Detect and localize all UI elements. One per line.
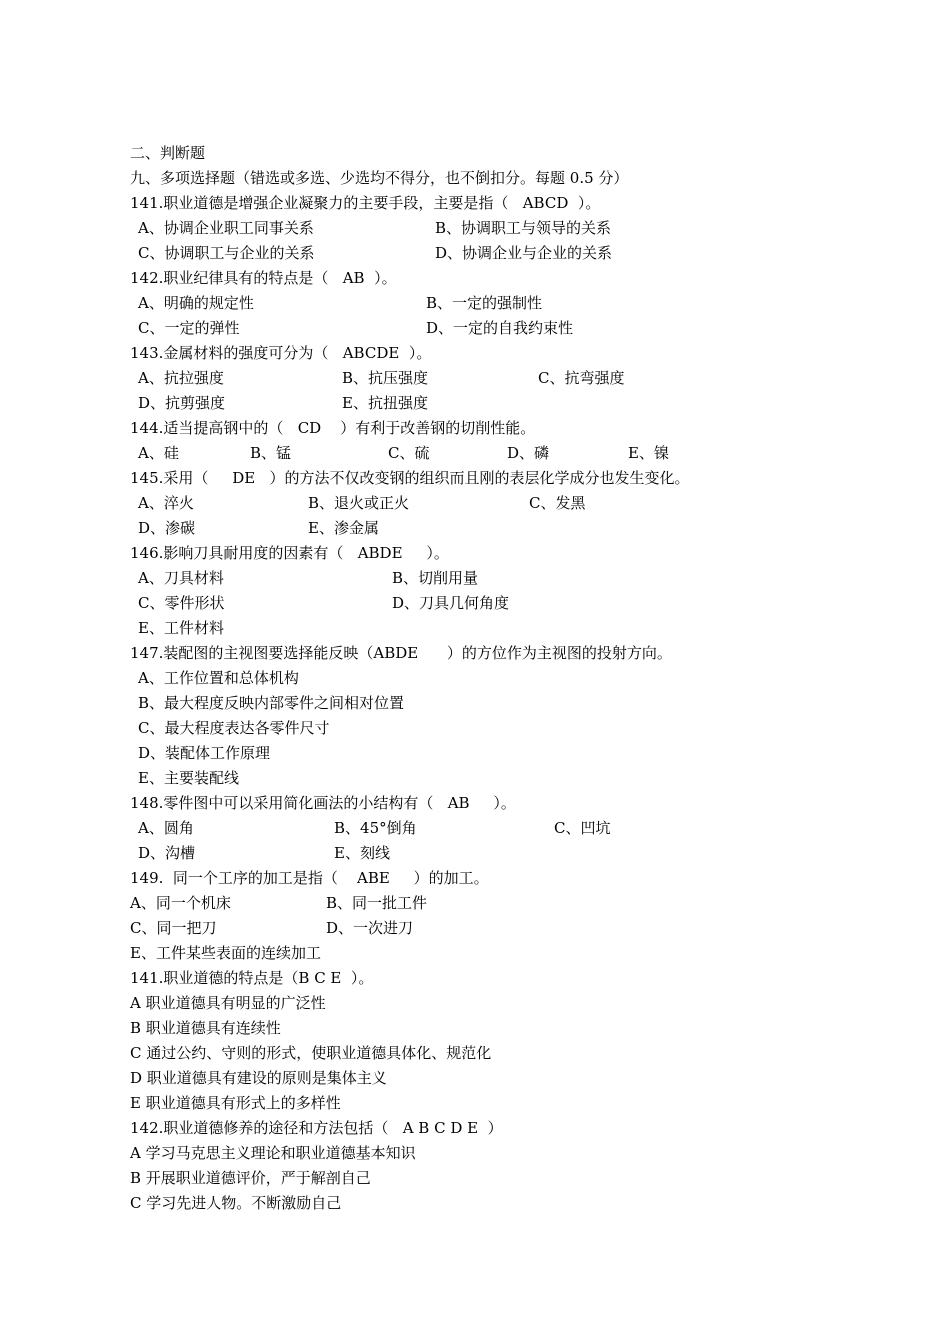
option-row: A 学习马克思主义理论和职业道德基本知识 bbox=[130, 1144, 416, 1162]
option: E、工件材料 bbox=[138, 619, 224, 637]
option: A、刀具材料 bbox=[138, 569, 224, 587]
option-row bbox=[130, 366, 910, 391]
question-text: 141.职业道德是增强企业凝聚力的主要手段，主要是指（ ABCD ）。 bbox=[130, 194, 601, 212]
question-text: 142.职业道德修养的途径和方法包括（ A B C D E ） bbox=[130, 1119, 503, 1137]
option-row bbox=[130, 891, 910, 916]
option-row bbox=[130, 941, 910, 966]
option-row bbox=[130, 666, 910, 691]
option-row bbox=[130, 841, 910, 866]
option: A、工作位置和总体机构 bbox=[138, 669, 299, 687]
option: B、同一批工件 bbox=[326, 894, 428, 912]
option-row: B 职业道德具有连续性 bbox=[130, 1019, 281, 1037]
question-text: 144.适当提高钢中的（ CD ）有利于改善钢的切削性能。 bbox=[130, 419, 536, 437]
question-text: 141.职业道德的特点是（B C E ）。 bbox=[130, 969, 374, 987]
option: A、同一个机床 bbox=[130, 894, 231, 912]
option: E、镍 bbox=[628, 444, 669, 462]
option: A、明确的规定性 bbox=[138, 294, 254, 312]
question-text: 142.职业纪律具有的特点是（ AB ）。 bbox=[130, 269, 397, 287]
option: B、45°倒角 bbox=[334, 819, 417, 837]
option: E、渗金属 bbox=[308, 519, 379, 537]
option-row: B 开展职业道德评价，严于解剖自己 bbox=[130, 1169, 371, 1187]
question-text: 147.装配图的主视图要选择能反映（ABDE ）的方位作为主视图的投射方向。 bbox=[130, 644, 672, 662]
option: C、协调职工与企业的关系 bbox=[138, 244, 315, 262]
option: B、退火或正火 bbox=[308, 494, 410, 512]
option-row bbox=[130, 241, 910, 266]
option-row bbox=[130, 766, 910, 791]
option: B、最大程度反映内部零件之间相对位置 bbox=[138, 694, 405, 712]
question-text: 148.零件图中可以采用简化画法的小结构有（ AB ）。 bbox=[130, 794, 516, 812]
option: B、切削用量 bbox=[392, 569, 479, 587]
option-row: A 职业道德具有明显的广泛性 bbox=[130, 994, 326, 1012]
option: D、刀具几何角度 bbox=[392, 594, 510, 612]
section-heading: 二、判断题 bbox=[130, 144, 206, 162]
option: C、抗弯强度 bbox=[538, 369, 625, 387]
option: A、协调企业职工同事关系 bbox=[138, 219, 314, 237]
option: C、最大程度表达各零件尺寸 bbox=[138, 719, 330, 737]
option: A、抗拉强度 bbox=[138, 369, 224, 387]
option: D、磷 bbox=[507, 444, 550, 462]
option: D、一定的自我约束性 bbox=[426, 319, 574, 337]
option-row: E 职业道德具有形式上的多样性 bbox=[130, 1094, 341, 1112]
option: C、凹坑 bbox=[554, 819, 611, 837]
option: E、主要装配线 bbox=[138, 769, 239, 787]
option: B、一定的强制性 bbox=[426, 294, 543, 312]
option: B、抗压强度 bbox=[342, 369, 429, 387]
option-row: D 职业道德具有建设的原则是集体主义 bbox=[130, 1069, 387, 1087]
option: D、协调企业与企业的关系 bbox=[435, 244, 613, 262]
document-page bbox=[130, 141, 910, 1216]
option: E、抗扭强度 bbox=[342, 394, 428, 412]
option: A、圆角 bbox=[138, 819, 194, 837]
option: D、沟槽 bbox=[138, 844, 196, 862]
option-row bbox=[130, 441, 910, 466]
option-row bbox=[130, 516, 910, 541]
question-text: 145.采用（ DE ）的方法不仅改变钢的组织而且刚的表层化学成分也发生变化。 bbox=[130, 469, 690, 487]
option: D、装配体工作原理 bbox=[138, 744, 271, 762]
option-row bbox=[130, 691, 910, 716]
option-row: C 通过公约、守则的形式，使职业道德具体化、规范化 bbox=[130, 1044, 492, 1062]
option-row bbox=[130, 566, 910, 591]
option: A、硅 bbox=[138, 444, 179, 462]
option-row bbox=[130, 391, 910, 416]
question-text: 149. 同一个工序的加工是指（ ABE ）的加工。 bbox=[130, 869, 489, 887]
option: D、一次进刀 bbox=[326, 919, 414, 937]
option: B、锰 bbox=[250, 444, 292, 462]
option-row bbox=[130, 291, 910, 316]
option: C、一定的弹性 bbox=[138, 319, 240, 337]
option-row bbox=[130, 716, 910, 741]
option: E、刻线 bbox=[334, 844, 390, 862]
option-row bbox=[130, 916, 910, 941]
option-row bbox=[130, 741, 910, 766]
option: C、零件形状 bbox=[138, 594, 225, 612]
option: C、硫 bbox=[388, 444, 430, 462]
option-row bbox=[130, 591, 910, 616]
option: C、同一把刀 bbox=[130, 919, 217, 937]
question-text: 143.金属材料的强度可分为（ ABCDE ）。 bbox=[130, 344, 432, 362]
option: D、抗剪强度 bbox=[138, 394, 226, 412]
option: C、发黑 bbox=[529, 494, 586, 512]
option-row bbox=[130, 616, 910, 641]
option-row bbox=[130, 316, 910, 341]
subsection-heading: 九、多项选择题（错选或多选、少选均不得分，也不倒扣分。每题 0.5 分） bbox=[130, 169, 629, 187]
option: B、协调职工与领导的关系 bbox=[435, 219, 612, 237]
option-row bbox=[130, 816, 910, 841]
question-text: 146.影响刀具耐用度的因素有（ ABDE ）。 bbox=[130, 544, 449, 562]
option-row: C 学习先进人物。不断激励自己 bbox=[130, 1194, 342, 1212]
option: A、淬火 bbox=[138, 494, 194, 512]
option: D、渗碳 bbox=[138, 519, 196, 537]
option: E、工件某些表面的连续加工 bbox=[130, 944, 321, 962]
option-row bbox=[130, 491, 910, 516]
option-row bbox=[130, 216, 910, 241]
